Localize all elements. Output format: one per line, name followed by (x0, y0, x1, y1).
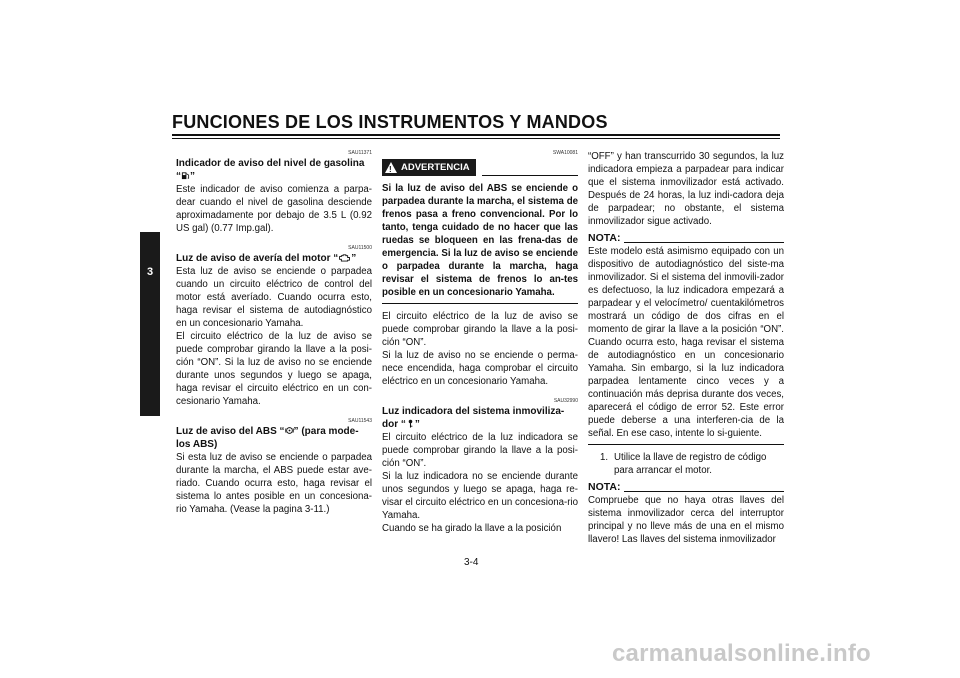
warning-label: ADVERTENCIA (401, 162, 470, 173)
warning-header (382, 159, 578, 176)
title-rule-secondary (172, 138, 780, 139)
column-3 (588, 150, 784, 546)
list-text: Utilice la llave de registro de código para arrancar el motor. (614, 452, 767, 476)
nota-text: Este modelo está asimismo equipado con un dispositivo de autodiagnóstico del siste-ma inmovilizador. Si el sistema del inmovili-zador es defectuoso, la luz indicadora empezará a parpadear y el velocímetro/ cuentakilómetros mostrará un código de dos cifras en el momento de girar la llave a la posición “ON”. Cuando ocurra esto, haga revisar el sistema de autodiagnóstico en un concesionario Yamaha. Sin embargo, si la luz indicadora parpadea lentamente cinco veces y a continuación más deprisa durante dos veces, aparecerá el código de error 52. Este error puede deberse a una interferen-cia de la señal. En ese caso, intente lo si-guiente. (588, 246, 784, 439)
column-1 (176, 150, 372, 516)
nota-label: NOTA: (588, 232, 621, 244)
paragraph: “OFF” y han transcurrido 30 segundos, la luz indicadora empieza a parpadear para indicar que el sistema inmovilizador está activado. Después de 24 horas, la luz indi-cadora deja de parpadear; no obstante, el sistema inmovilizador sigue activado. (588, 151, 784, 227)
nota-rule (624, 491, 784, 492)
paragraph: Si la luz indicadora no se enciende durante unos segundos y luego se apaga, haga re-visar el circuito eléctrico en un concesiona-rio Yamaha. (382, 471, 578, 521)
chapter-number: 3 (146, 266, 154, 278)
warning-code: SWA10081 (552, 150, 578, 156)
key-icon (406, 419, 415, 428)
engine-icon (338, 253, 351, 262)
heading-text: Luz indicadora del sistema inmoviliza-dor “ (382, 406, 565, 430)
section-code: SAU11543 (348, 418, 372, 424)
heading-text: Luz de aviso de avería del motor “ (176, 253, 339, 264)
section-code: SAU11371 (348, 150, 372, 156)
section-heading-fuel (176, 157, 372, 183)
heading-text-tail: ” (para mode-los ABS) (176, 426, 359, 450)
paragraph: El circuito eléctrico de la luz de aviso se puede comprobar girando la llave a la posi-ción “ON”. (382, 311, 578, 348)
section-heading-immobilizer (382, 405, 578, 431)
paragraph: Si esta luz de aviso se enciende o parpadea durante la marcha, el ABS puede estar ave-riado. Cuando ocurra esto, haga revisar el sistema lo antes posible en un concesiona-rio Yamaha. (Vease la pagina 3-11.) (176, 452, 372, 515)
section-code: SAU32990 (553, 398, 578, 404)
heading-quote-close: ” (414, 419, 420, 430)
heading-text: Luz de aviso del ABS “ (176, 426, 285, 437)
list-item (588, 451, 784, 477)
paragraph: El circuito eléctrico de la luz indicadora se puede comprobar girando la llave a la posi-ción “ON”. (382, 432, 578, 469)
heading-quote-close: ” (190, 171, 195, 182)
page-number: 3-4 (464, 557, 479, 568)
fuel-pump-icon (181, 171, 190, 180)
warning-text: Si la luz de aviso del ABS se enciende o parpadea durante la marcha, el sistema de frenos pasa a freno convencional. Por lo tanto, tenga cuidado de no hacer que las ruedas se bloqueen en las frena-das de emergencia. Si la luz de aviso se enciende o parpadea durante la marcha, haga revisar el sistema de frenos lo an-tes posible en un concesionario Yamaha. (382, 183, 578, 298)
chapter-tab (140, 232, 160, 416)
heading-text: Indicador de aviso del nivel de gasolina (176, 158, 365, 169)
section-heading-engine (176, 252, 372, 265)
page-title: FUNCIONES DE LOS INSTRUMENTOS Y MANDOS (172, 112, 608, 132)
section-heading-abs (176, 425, 372, 451)
section-code: SAU11500 (348, 245, 372, 251)
paragraph: Este indicador de aviso comienza a parpa-dear cuando el nivel de gasolina desciende aproximadamente por debajo de 3.5 L (0.92 US gal) (0.77 Imp.gal). (176, 184, 372, 234)
warning-rule (482, 175, 578, 176)
paragraph: Esta luz de aviso se enciende o parpadea cuando un circuito eléctrico de control del motor está averíado. Cuando ocurra esto, haga revisar el sistema de autodiagnóstico en un concesionario Yamaha. (176, 266, 372, 329)
list-number: 1. (600, 452, 609, 463)
nota-rule (624, 242, 784, 243)
paragraph: Si la luz de aviso no se enciende o perma-nece encendida, haga comprobar el circuito eléctrico en un concesionario Yamaha. (382, 350, 578, 387)
paragraph: El circuito eléctrico de la luz de aviso se puede comprobar girando la llave a la posi-ción “ON”. Si la luz de aviso no se enciende durante unos segundos y luego se apaga, haga revisar el circuito eléctrico en un con-cesionario Yamaha. (176, 331, 372, 407)
nota-label: NOTA: (588, 481, 621, 493)
abs-icon (285, 426, 294, 435)
warning-triangle-icon (385, 162, 397, 173)
warning-badge (382, 159, 476, 176)
nota-text: Compruebe que no haya otras llaves del sistema inmovilizador cerca del interruptor principal y no lleve más de una en el mismo llavero! Las llaves del sistema inmovilizador (588, 495, 784, 545)
divider (588, 444, 784, 445)
column-2 (382, 150, 578, 535)
nota-header (588, 481, 784, 494)
nota-header (588, 232, 784, 245)
watermark: carmanualsonline.info (612, 640, 871, 667)
title-rule (172, 134, 780, 136)
heading-quote-open: “ (176, 171, 181, 182)
heading-quote-close: ” (351, 253, 357, 264)
paragraph: Cuando se ha girado la llave a la posición (382, 523, 562, 534)
divider (382, 303, 578, 304)
